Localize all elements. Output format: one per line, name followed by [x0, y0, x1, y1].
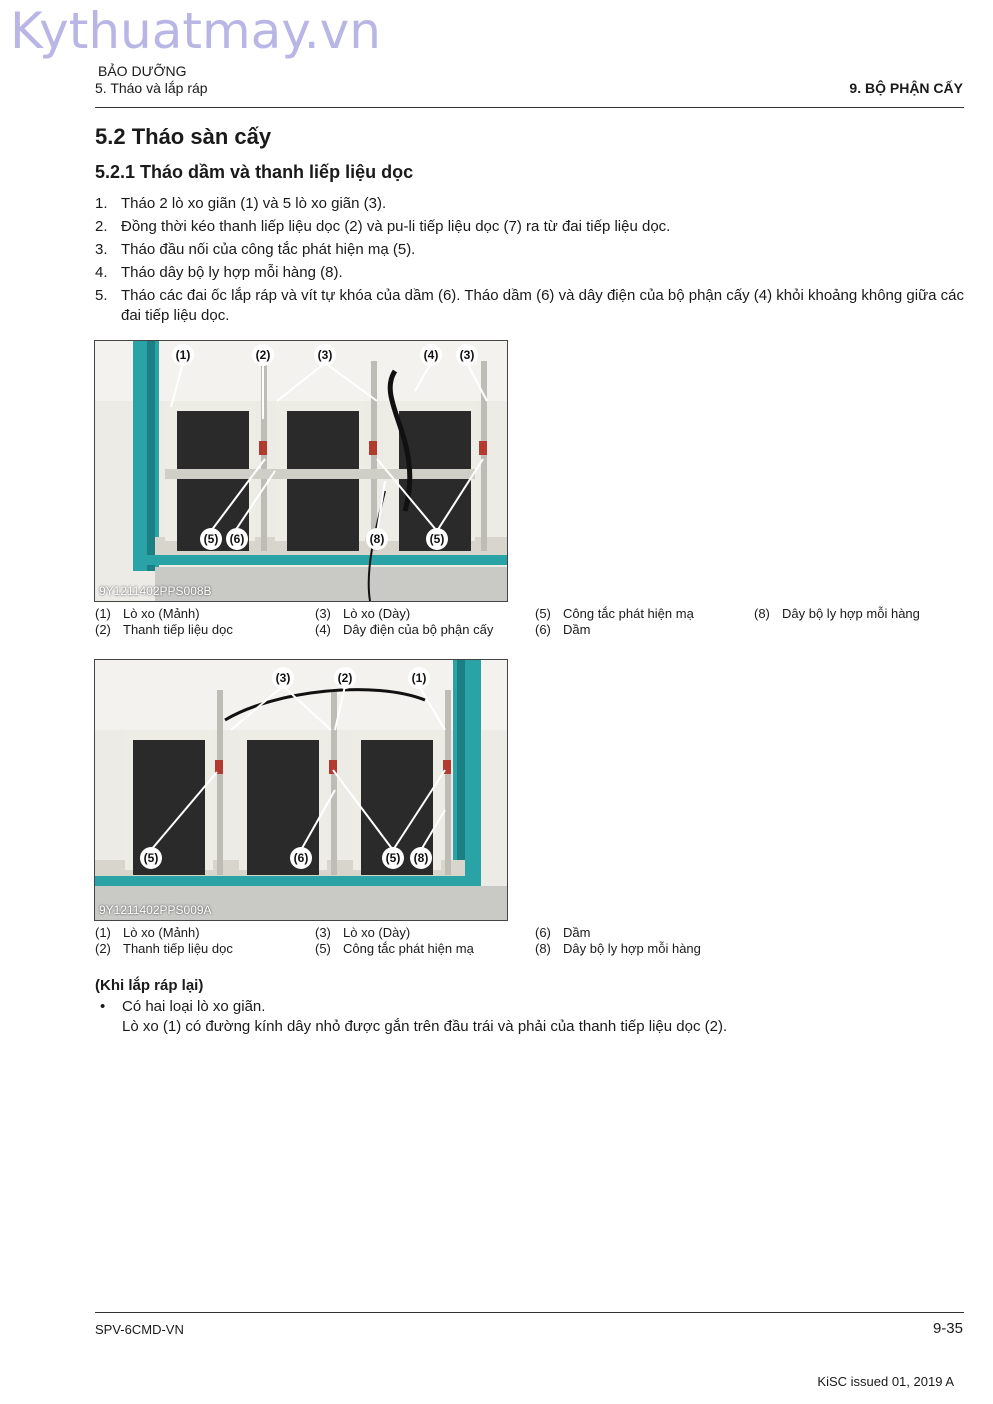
legend-text: Dây bộ ly hợp mỗi hàng	[563, 941, 701, 956]
step-number: 3.	[95, 241, 108, 258]
legend-text: Thanh tiếp liệu dọc	[123, 622, 233, 637]
legend-number: (5)	[535, 606, 551, 621]
step-text: Tháo 2 lò xo giãn (1) và 5 lò xo giãn (3).	[121, 195, 387, 212]
figure-2-photo	[94, 659, 508, 921]
figure-2-code: 9Y1211402PPS009A	[99, 903, 212, 917]
legend-item	[535, 622, 590, 638]
legend-number: (1)	[95, 606, 111, 621]
legend-text: Lò xo (Mảnh)	[123, 925, 200, 940]
step-text: Tháo đầu nối của công tắc phát hiện mạ (5).	[121, 241, 416, 258]
procedure-steps	[95, 194, 964, 329]
step-item	[95, 194, 964, 214]
legend-number: (3)	[315, 606, 331, 621]
header-chapter: BẢO DƯỠNG	[98, 63, 187, 79]
figure-1-illustration	[95, 341, 507, 601]
legend-text: Lò xo (Dày)	[343, 925, 411, 940]
legend-item	[95, 925, 200, 941]
callout-label: (6)	[293, 851, 309, 865]
header-chapter-title: 9. BỘ PHẬN CẤY	[849, 80, 963, 96]
legend-number: (5)	[315, 941, 331, 956]
footer-page-number: 9-35	[932, 1320, 963, 1337]
callout-label: (3)	[459, 348, 475, 362]
callout-label: (3)	[275, 671, 291, 685]
legend-number: (6)	[535, 622, 551, 637]
reassembly-title: (Khi lắp ráp lại)	[95, 977, 204, 994]
footer-divider	[95, 1312, 964, 1313]
legend-item	[95, 941, 233, 957]
legend-item	[315, 622, 493, 638]
step-number: 4.	[95, 264, 108, 281]
legend-number: (8)	[754, 606, 770, 621]
callout-label: (8)	[369, 532, 385, 546]
reassembly-line-2: Lò xo (1) có đường kính dây nhỏ được gắn trên đầu trái và phải của thanh tiếp liệu dọc (2).	[122, 1018, 728, 1035]
legend-text: Thanh tiếp liệu dọc	[123, 941, 233, 956]
callout-label: (8)	[413, 851, 429, 865]
header-section: 5. Tháo và lắp ráp	[95, 80, 208, 96]
figure-1-photo	[94, 340, 508, 602]
footer-doc-code: SPV-6CMD-VN	[95, 1322, 184, 1337]
callout-label: (1)	[175, 348, 191, 362]
callout-label: (5)	[203, 532, 219, 546]
figure-1-code: 9Y1211402PPS008B	[99, 584, 212, 598]
legend-number: (8)	[535, 941, 551, 956]
step-number: 5.	[95, 287, 108, 304]
legend-item	[95, 606, 200, 622]
legend-text: Công tắc phát hiện mạ	[343, 941, 474, 956]
callout-label: (2)	[255, 348, 271, 362]
figure-2-illustration	[95, 660, 507, 920]
legend-text: Dầm	[563, 925, 591, 940]
bullet-icon: •	[100, 998, 106, 1015]
legend-text: Dầm	[563, 622, 591, 637]
step-text: Tháo dây bộ ly hợp mỗi hàng (8).	[121, 264, 343, 281]
legend-number: (4)	[315, 622, 331, 637]
subsection-title: 5.2.1 Tháo dầm và thanh liếp liệu dọc	[95, 162, 414, 182]
legend-text: Dây điện của bộ phận cấy	[343, 622, 494, 637]
legend-item	[535, 606, 694, 622]
step-item	[95, 217, 964, 237]
step-item	[95, 240, 964, 260]
legend-text: Dây bộ ly hợp mỗi hàng	[782, 606, 920, 621]
legend-item	[95, 622, 233, 638]
legend-item	[535, 925, 590, 941]
legend-text: Công tắc phát hiện mạ	[563, 606, 694, 621]
step-number: 2.	[95, 218, 108, 235]
legend-item	[754, 606, 920, 622]
callout-label: (5)	[385, 851, 401, 865]
callout-label: (2)	[337, 671, 353, 685]
step-item	[95, 263, 964, 283]
step-text: Tháo các đai ốc lắp ráp và vít tự khóa của dầm (6). Tháo dầm (6) và dây điện của bộ phận cấy (4) khỏi khoảng không giữa các đai tiếp liệu dọc.	[121, 287, 964, 324]
legend-item	[535, 941, 701, 957]
legend-text: Lò xo (Dày)	[343, 606, 411, 621]
callout-label: (4)	[423, 348, 439, 362]
callout-label: (3)	[317, 348, 333, 362]
legend-item	[315, 925, 410, 941]
callout-label: (5)	[143, 851, 159, 865]
watermark-logo: Kythuatmay.vn	[10, 2, 381, 60]
legend-number: (1)	[95, 925, 111, 940]
callout-label: (1)	[411, 671, 427, 685]
legend-number: (2)	[95, 622, 111, 637]
callout-label: (5)	[429, 532, 445, 546]
footer-issue: KiSC issued 01, 2019 A	[817, 1374, 954, 1389]
legend-number: (3)	[315, 925, 331, 940]
step-number: 1.	[95, 195, 108, 212]
reassembly-line-1: Có hai loại lò xo giãn.	[122, 998, 266, 1015]
step-item	[95, 286, 964, 326]
legend-text: Lò xo (Mảnh)	[123, 606, 200, 621]
legend-number: (2)	[95, 941, 111, 956]
section-title: 5.2 Tháo sàn cấy	[95, 124, 272, 149]
legend-item	[315, 606, 410, 622]
legend-item	[315, 941, 474, 957]
step-text: Đồng thời kéo thanh liếp liệu dọc (2) và pu-li tiếp liệu dọc (7) ra từ đai tiếp liệu dọc.	[121, 218, 671, 235]
callout-label: (6)	[229, 532, 245, 546]
header-divider	[95, 107, 964, 108]
legend-number: (6)	[535, 925, 551, 940]
